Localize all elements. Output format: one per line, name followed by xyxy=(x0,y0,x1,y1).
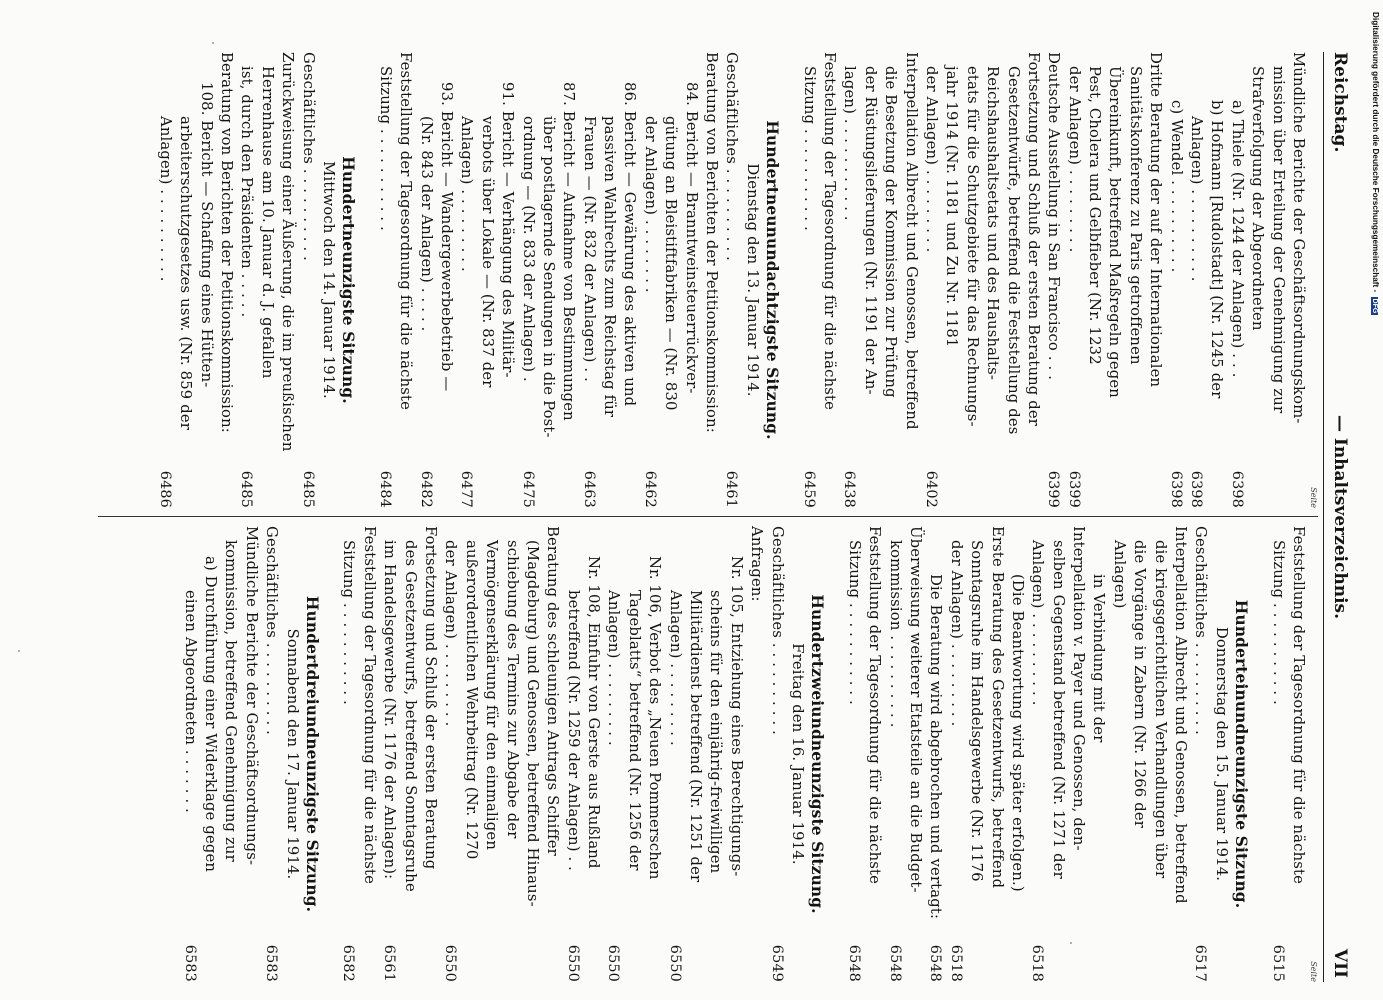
header-title: — Inhaltsverzeichnis. xyxy=(1330,414,1350,620)
toc-line xyxy=(578,52,598,508)
toc-line xyxy=(1165,52,1185,508)
toc-line xyxy=(982,52,1002,508)
toc-line xyxy=(538,52,558,508)
entry-text: Mündliche Berichte der Geschäftsordnungskom- xyxy=(1290,52,1307,424)
entry-text: Erste Beratung des Gesetzentwurfs, betreffend xyxy=(988,526,1006,889)
page-ref: 6484 xyxy=(376,470,393,508)
entry-text: b) Hofmann [Rudolstadt] (Nr. 1245 der xyxy=(1208,100,1226,399)
toc-line xyxy=(297,52,317,508)
page-ref: 6550 xyxy=(442,944,459,982)
scan-speck xyxy=(1070,942,1072,944)
entry-text: Geschäftliches . . . . . . . . . . xyxy=(263,526,281,736)
entry-text: mission über Erteilung der Genehmigung zur xyxy=(1269,66,1287,414)
entry-text: selben Gegenstand betreffend (Nr. 1271 der xyxy=(1049,540,1067,879)
page-ref: 6548 xyxy=(927,944,944,982)
rotated-page-content xyxy=(52,52,1352,982)
entry-text: (Magdeburg) und Genossen, betreffend Hinaus- xyxy=(523,540,541,907)
session-heading xyxy=(762,52,782,508)
toc-line xyxy=(358,52,374,508)
page-ref: 6398 xyxy=(1167,470,1184,508)
session-date xyxy=(787,526,807,982)
entry-text: Anfragen: xyxy=(748,526,766,602)
toc-line xyxy=(905,526,925,982)
running-header xyxy=(1326,52,1352,982)
toc-line xyxy=(1226,52,1246,508)
entry-text: außerordentlichen Wehrbeitrag (Nr. 1270 xyxy=(462,540,480,860)
entry-text: Hundertdreiundneunzigste Sitzung. xyxy=(303,595,322,913)
toc-line xyxy=(1047,526,1067,982)
entry-text: Dienstag den 13. Januar 1914. xyxy=(743,163,761,397)
entry-text: Vermögenserklärung für den einmaligen xyxy=(483,540,501,850)
footer-text-wrap xyxy=(1371,12,1380,315)
session-date xyxy=(318,52,338,508)
toc-line xyxy=(1068,526,1088,982)
entry-text: die Vorgänge in Zabern (Nr. 1266 der xyxy=(1131,540,1149,828)
entry-text: Geschäftliches . . . . . . . . . . xyxy=(723,52,741,262)
entry-text: Anlagen) . . . . . . . . . xyxy=(458,116,476,272)
session-date xyxy=(741,52,761,508)
right-column-entries xyxy=(179,526,1308,982)
entry-text: kommission, betreffend Genehmigung zur xyxy=(222,540,240,862)
toc-line xyxy=(240,526,260,982)
scan-speck xyxy=(212,42,214,44)
entry-text: etats für die Schutzgebiete für das Rechnungs- xyxy=(963,66,981,427)
entry-text: Pest, Cholera und Gelbfieber (Nr. 1232 xyxy=(1086,66,1104,365)
entry-text: 84. Bericht — Branntweinsteuerrückver- xyxy=(682,82,700,394)
entry-text: Geschäftliches . . . . . . . . . . xyxy=(768,526,786,736)
entry-text: Herrenhause am 10. Januar d. J. gefallen xyxy=(258,66,276,379)
toc-line xyxy=(399,526,419,982)
toc-line xyxy=(819,52,839,508)
page-ref: 6463 xyxy=(580,470,597,508)
entry-text: Anlagen) . . . . . . . . . xyxy=(666,590,684,746)
toc-line xyxy=(599,52,619,508)
toc-line xyxy=(705,526,725,982)
entry-text: Hundertneunundachtzigste Sitzung. xyxy=(763,120,782,440)
toc-line xyxy=(859,52,879,508)
toc-line xyxy=(440,526,460,982)
toc-line xyxy=(261,526,281,982)
entry-text: Zurückweisung einer Äußerung, die im preußischen xyxy=(279,52,297,452)
page-ref: 6583 xyxy=(263,944,280,982)
page-ref: 6515 xyxy=(1269,944,1286,982)
page-ref: 6402 xyxy=(922,470,939,508)
entry-text: Sitzung . . . . . . . . . . . xyxy=(376,66,394,231)
entry-text: Militärdienst betreffend (Nr. 1251 der xyxy=(687,590,705,883)
entry-text: Deutsche Ausstellung in San Francisco . . . xyxy=(1045,52,1063,381)
toc-line xyxy=(839,52,859,508)
toc-line xyxy=(338,526,358,982)
entry-text: Freitag den 16. Januar 1914. xyxy=(789,643,807,865)
page-ref: 6518 xyxy=(1029,944,1046,982)
entry-text: Donnerstag den 15. Januar 1914. xyxy=(1212,626,1230,882)
toc-line xyxy=(175,52,195,508)
entry-text: Anlagen) xyxy=(1110,540,1128,609)
entry-text: Nr. 108, Einfuhr von Gerste aus Rußland xyxy=(585,556,603,869)
entry-text: der Anlagen) . . . . . . . . xyxy=(641,116,659,293)
toc-line xyxy=(460,526,480,982)
entry-text: betreffend (Nr. 1259 der Anlagen) . . xyxy=(564,590,582,872)
entry-text: Interpellation v. Payer und Genossen, den- xyxy=(1070,526,1088,851)
entry-text: Die Beratung wird abgebrochen und vertagt: xyxy=(927,574,945,920)
entry-text: passiven Wahlrechts zum Reichstag für xyxy=(601,116,619,418)
entry-text: Beratung des schleunigen Antrags Schiffer xyxy=(544,526,562,856)
entry-text: Feststellung der Tagesordnung für die nächste xyxy=(821,52,839,411)
toc-line xyxy=(1088,526,1108,982)
toc-line xyxy=(583,526,603,982)
toc-line xyxy=(619,52,639,508)
page-ref: 6548 xyxy=(886,944,903,982)
toc-line xyxy=(766,526,786,982)
toc-line xyxy=(798,52,818,508)
entry-text: Sitzung . . . . . . . . . . . xyxy=(845,540,863,705)
toc-line xyxy=(1129,526,1149,982)
entry-text: Sitzung . . . . . . . . . . . xyxy=(340,540,358,705)
entry-text: Geschäftliches . . . . . . . . . . xyxy=(299,52,317,262)
toc-line xyxy=(1288,52,1308,508)
page-ref: 6485 xyxy=(238,470,255,508)
toc-line xyxy=(986,526,1006,982)
entry-text: c) Wendel . . . . . . . . . . xyxy=(1167,100,1185,273)
toc-line xyxy=(725,526,745,982)
toc-line xyxy=(1288,526,1308,982)
entry-text: Feststellung der Tagesordnung für die nächste xyxy=(360,526,378,885)
toc-line xyxy=(827,526,843,982)
entry-text: Sitzung . . . . . . . . . . . xyxy=(1269,540,1287,705)
entry-text: a) Thiele (Nr. 1244 der Anlagen) . . . xyxy=(1228,100,1246,378)
toc-line xyxy=(415,52,435,508)
toc-line xyxy=(1108,526,1128,982)
seite-label-left: Seite xyxy=(1309,487,1318,508)
toc-line xyxy=(1206,52,1226,508)
entry-text: schiebung des Termins zur Abgabe der xyxy=(503,540,521,839)
entry-text: 108. Bericht — Schaffung eines Hütten- xyxy=(197,82,215,388)
entry-text: scheins für den einjährig-freiwilligen xyxy=(707,590,725,874)
entry-text: Sonntagsruhe im Handelsgewerbe (Nr. 1176 xyxy=(968,540,986,882)
toc-line xyxy=(558,52,578,508)
entry-text: Anlagen) . . . . . . . . . xyxy=(605,590,623,746)
entry-text: verbots über Lokale — (Nr. 837 der xyxy=(478,116,496,388)
digitization-note xyxy=(1372,12,1382,572)
toc-line xyxy=(966,526,986,982)
toc-line xyxy=(195,52,215,508)
toc-line xyxy=(1043,52,1063,508)
toc-line xyxy=(1186,52,1206,508)
entry-text: Anlagen) . . . . . . . . . . xyxy=(156,116,174,282)
page-ref: 6549 xyxy=(768,944,785,982)
entry-text: Nr. 105, Entziehung eines Berechtigungs- xyxy=(727,556,745,877)
toc-line xyxy=(961,52,981,508)
page-ref: 6398 xyxy=(1188,470,1205,508)
entry-text: Gesetzentwürfe, betreffend die Feststellung des xyxy=(1004,66,1022,435)
entry-text: Überweisung weiterer Etatsteile an die Budget- xyxy=(906,526,924,893)
page-ref: 6438 xyxy=(841,470,858,508)
toc-line xyxy=(522,526,542,982)
toc-line xyxy=(1190,526,1210,982)
page-ref: 6517 xyxy=(1192,944,1209,982)
session-date xyxy=(281,526,301,982)
toc-line xyxy=(1007,526,1027,982)
toc-line xyxy=(1063,52,1083,508)
dfg-logo: DFG xyxy=(1371,298,1378,314)
toc-line xyxy=(1267,52,1287,508)
toc-line xyxy=(880,52,900,508)
toc-line xyxy=(1251,526,1267,982)
entry-text: lagen) . . . . . . . . . . . xyxy=(841,66,859,221)
entry-text: Sitzung . . . . . . . . . . . xyxy=(800,66,818,231)
entry-text: der Anlagen) . . . . . . . . . xyxy=(1065,66,1083,253)
toc-line xyxy=(395,52,415,508)
entry-text: 86. Bericht — Gewährung des aktiven und xyxy=(621,82,639,407)
page-ref: 6582 xyxy=(340,944,357,982)
toc-line xyxy=(436,52,456,508)
toc-line xyxy=(179,526,199,982)
toc-line xyxy=(456,52,476,508)
entry-text: einen Abgeordneten . . . . . . . xyxy=(181,590,199,814)
entry-text: Tageblatts“ betreffend (Nr. 1256 der xyxy=(625,590,643,871)
entry-text: des Gesetzentwurfs, betreffend Sonntagsruhe xyxy=(401,540,419,892)
page-ref: 6550 xyxy=(666,944,683,982)
toc-line xyxy=(220,526,240,982)
page-ref: 6518 xyxy=(947,944,964,982)
toc-line xyxy=(782,52,798,508)
toc-line xyxy=(322,526,338,982)
toc-line xyxy=(1104,52,1124,508)
toc-line xyxy=(379,526,399,982)
page-ref: 6461 xyxy=(723,470,740,508)
entry-text: Strafverfolgung der Abgeordneten xyxy=(1249,66,1267,331)
entry-text: Fortsetzung und Schluß der ersten Beratung xyxy=(421,526,439,870)
toc-line xyxy=(1247,52,1267,508)
footer-note: Digitalisierung gefördert durch die Deutsche Forschungsgemeinschaft - xyxy=(1371,12,1380,293)
page-number: VII xyxy=(1330,948,1350,978)
toc-line xyxy=(216,52,236,508)
toc-line xyxy=(542,526,562,982)
left-column-entries xyxy=(155,52,1308,508)
page-ref: 6550 xyxy=(605,944,622,982)
toc-line xyxy=(1170,526,1190,982)
toc-line xyxy=(680,52,700,508)
entry-text: der Anlagen) . . . . . . . . . xyxy=(947,540,965,727)
toc-line xyxy=(843,526,863,982)
toc-line xyxy=(644,526,664,982)
toc-line xyxy=(200,526,220,982)
entry-text: Sanitätskonferenz zu Paris getroffenen xyxy=(1126,66,1144,365)
toc-line xyxy=(1084,52,1104,508)
page-ref: 6550 xyxy=(564,944,581,982)
entry-text: (Die Beantwortung wird später erfolgen.) xyxy=(1008,574,1026,892)
entry-text: a) Durchführung einer Widerklage gegen xyxy=(202,556,220,873)
entry-text: Frauen — (Nr. 832 der Anlagen) . . xyxy=(580,116,598,382)
page-ref: 6485 xyxy=(299,470,316,508)
entry-text: Feststellung der Tagesordnung für die nächste xyxy=(866,526,884,885)
entry-text: 91. Bericht — Verhängung des Militär- xyxy=(499,82,517,378)
toc-line xyxy=(640,52,660,508)
column-divider xyxy=(98,516,1318,517)
page-ref: 6399 xyxy=(1045,470,1062,508)
toc-line xyxy=(155,52,175,508)
toc-line xyxy=(374,52,394,508)
toc-line xyxy=(864,526,884,982)
entry-text: die kriegsgerichtlichen Verhandlungen über xyxy=(1151,540,1169,879)
entry-text: Beratung von Berichten der Petitionskommission: xyxy=(703,52,721,433)
entry-text: Hundertneunzigste Sitzung. xyxy=(339,156,358,404)
entry-text: in Verbindung mit der xyxy=(1090,574,1108,743)
toc-line xyxy=(420,526,440,982)
toc-line xyxy=(481,526,501,982)
entry-text: im Handelsgewerbe (Nr. 1176 der Anlagen): xyxy=(381,540,399,880)
toc-line xyxy=(941,52,961,508)
toc-line xyxy=(277,52,297,508)
session-heading xyxy=(338,52,358,508)
scan-speck xyxy=(18,650,20,652)
page-ref: 6583 xyxy=(181,944,198,982)
toc-line xyxy=(476,52,496,508)
page-ref: 6486 xyxy=(156,470,173,508)
entry-text: Anlagen) . . . . . . . . . . xyxy=(1029,540,1047,706)
toc-line xyxy=(1124,52,1144,508)
entry-text: gütung an Bleistiftfabriken — (Nr. 830 xyxy=(662,116,680,411)
entry-text: Beratung von Berichten der Petitionskommission: xyxy=(218,52,236,433)
seite-label-right: Seite xyxy=(1309,961,1318,982)
toc-line xyxy=(497,52,517,508)
page-ref: 6548 xyxy=(845,944,862,982)
toc-line xyxy=(1149,526,1169,982)
entry-text: 87. Bericht — Aufnahme von Bestimmungen xyxy=(560,82,578,421)
session-date xyxy=(1210,526,1230,982)
toc-line xyxy=(1002,52,1022,508)
left-column xyxy=(88,52,1318,508)
entry-text: Interpellation Albrecht und Genossen, betreffend xyxy=(902,52,920,430)
page-ref: 6475 xyxy=(519,470,536,508)
entry-text: kommission . . . . . . . . . . xyxy=(886,540,904,728)
session-heading xyxy=(1231,526,1251,982)
toc-line xyxy=(664,526,684,982)
right-column xyxy=(88,526,1318,982)
toc-line xyxy=(358,526,378,982)
session-heading xyxy=(807,526,827,982)
toc-line xyxy=(562,526,582,982)
toc-line xyxy=(517,52,537,508)
entry-text: der Rüstungslieferungen (Nr. 1191 der An- xyxy=(861,66,879,395)
toc-line xyxy=(721,52,741,508)
entry-text: 93. Bericht — Wandergewerbebetrieb — xyxy=(437,82,455,392)
toc-line xyxy=(945,526,965,982)
toc-line xyxy=(624,526,644,982)
entry-text: arbeiterschutzgesetzes usw. (Nr. 859 der xyxy=(177,116,195,430)
page-ref: 6399 xyxy=(1065,470,1082,508)
entry-text: Hundertzweiundneunzigste Sitzung. xyxy=(808,594,827,914)
toc-line xyxy=(1145,52,1165,508)
entry-text: Fortsetzung und Schluß der ersten Beratung der xyxy=(1024,52,1042,427)
entry-text: Interpellation Albrecht und Genossen, betreffend xyxy=(1172,526,1190,904)
entry-text: (Nr. 843 der Anlagen) . . . . . xyxy=(417,116,435,332)
header-rule xyxy=(1323,52,1324,982)
toc-line xyxy=(1027,526,1047,982)
toc-line xyxy=(1267,526,1287,982)
toc-line xyxy=(746,526,766,982)
toc-line xyxy=(701,52,721,508)
page-ref: 6477 xyxy=(458,470,475,508)
toc-line xyxy=(921,52,941,508)
entry-text: über postlagernde Sendungen in die Post- xyxy=(539,116,557,438)
toc-line xyxy=(603,526,623,982)
entry-text: Geschäftliches . . . . . . . . . . xyxy=(1192,526,1210,736)
entry-text: Feststellung der Tagesordnung für die nächste xyxy=(397,52,415,411)
entry-text: der Anlagen) . . . . . . . . . xyxy=(442,540,460,727)
entry-text: ordnung — (Nr. 833 der Anlagen) . xyxy=(519,116,537,382)
entry-text: jahr 1914 (Nr. 1181 und Zu Nr. 1181 xyxy=(943,66,961,348)
page-ref: 6398 xyxy=(1228,470,1245,508)
page-ref: 6561 xyxy=(381,944,398,982)
header-left: Reichstag. xyxy=(1330,52,1350,153)
toc-line xyxy=(256,52,276,508)
toc-line xyxy=(1023,52,1043,508)
entry-text: Mündliche Berichte der Geschäftsordnungs- xyxy=(242,526,260,866)
toc-line xyxy=(925,526,945,982)
session-heading xyxy=(302,526,322,982)
entry-text: ist, durch den Präsidenten . . . . . xyxy=(238,66,256,318)
entry-text: Übereinkunft, betreffend Maßregeln gegen xyxy=(1106,66,1124,398)
toc-line xyxy=(900,52,920,508)
page-ref: 6459 xyxy=(800,470,817,508)
entry-text: Dritte Beratung der auf der Internationalen xyxy=(1147,52,1165,388)
entry-text: Sonnabend den 17. Januar 1914. xyxy=(283,628,301,880)
entry-text: die Besetzung der Kommission zur Prüfung xyxy=(882,66,900,398)
entry-text: Feststellung der Tagesordnung für die nächste xyxy=(1290,526,1307,885)
entry-text: Hunderteinundneunzigste Sitzung. xyxy=(1232,599,1251,909)
toc-line xyxy=(236,52,256,508)
toc-line xyxy=(884,526,904,982)
entry-text: Mittwoch den 14. Januar 1914. xyxy=(320,161,338,399)
entry-text: Nr. 106, Verbot des „Neuen Pommerschen xyxy=(646,556,664,880)
entry-text: Reichshaushaltsetats und des Haushalts- xyxy=(984,66,1002,380)
entry-text: Anlagen) . . . . . . . . . . xyxy=(1188,116,1206,282)
entry-text: der Anlagen) . . . . . . . . . xyxy=(922,66,940,253)
toc-line xyxy=(685,526,705,982)
toc-line xyxy=(660,52,680,508)
toc-line xyxy=(501,526,521,982)
page-ref: 6462 xyxy=(641,470,658,508)
page-ref: 6482 xyxy=(417,470,434,508)
